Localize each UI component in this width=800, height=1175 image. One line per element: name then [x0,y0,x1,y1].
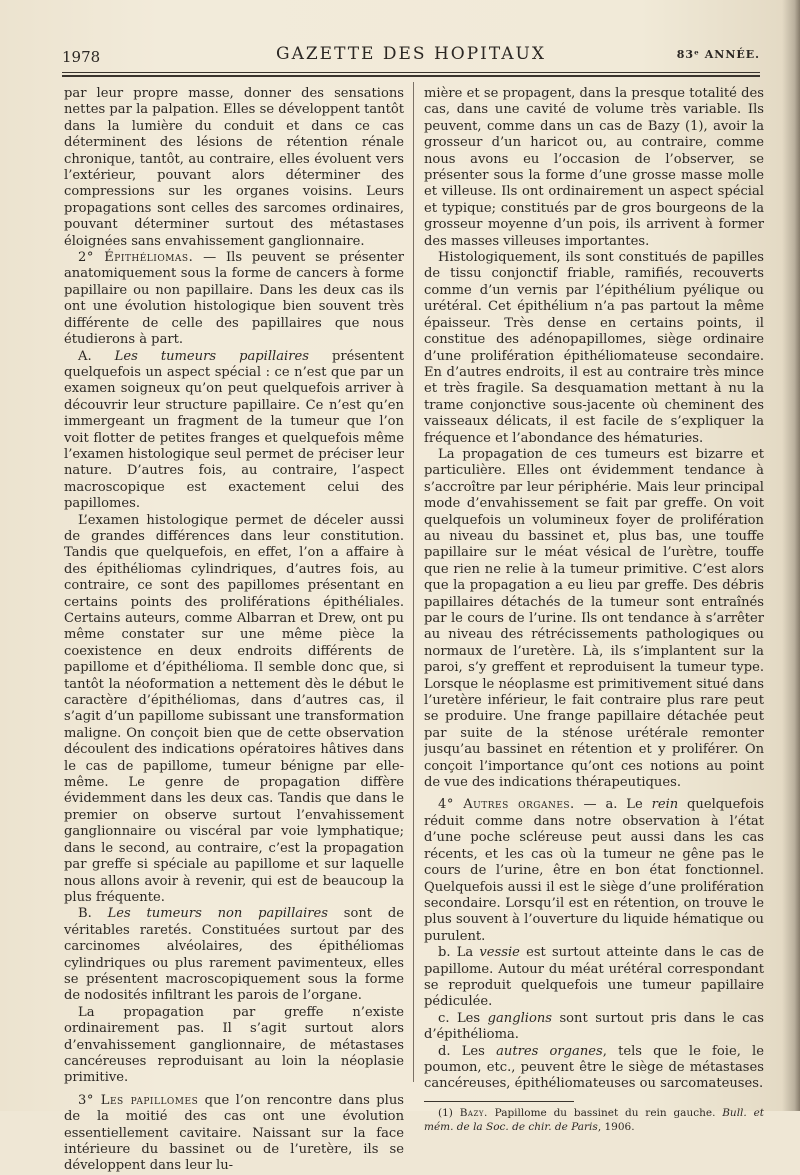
paragraph-text: que l’on rencontre dans plus de la moitié des cas ont une évolution essentiellement cavitaire. Naissant sur la face intérieure du bassinet ou de l’uretère, ils se développent dans leur lu- [64,1092,404,1174]
paragraph [424,1011,764,1044]
paragraph [64,349,404,513]
paragraph-lead: B. [78,906,108,922]
footnote-text: Papillome du bassinet du rein gauche. [487,1106,723,1119]
emphasis: rein [651,797,679,813]
page-edge-shadow [782,0,800,1111]
paragraph: Histologiquement, ils sont constitués de papilles de tissu conjonctif friable, ramifiés, recouverts comme d’un vernis par l’épithélium pyélique ou urétéral. Cet épithélium n’a pas partout la même épaisseur. Très dense en certains points, il constitue des adénopapillomes, siège ordinaire d’une prolifération épithéliomateuse secondaire. En d’autres endroits, il est au contraire très mince et très fragile. Sa desquamation mettant à nu la trame conjonctive sous-jacente où cheminent des vaisseaux délicats, il est facile de s’expliquer la fréquence et l’abondance des hématuries. [424,250,764,446]
column-divider [413,82,414,1082]
emphasis: vessie [479,945,520,961]
paragraph-text: présentent quelquefois un aspect spécial : ce n’est que par un examen soigneux qu’on peut quelquefois arriver à découvrir leur structure papillaire. Ce n’est qu’en immergeant un fragment de la tumeur que l’on voit flotter de petites franges et quelquefois même l’examen histologique seul permet de préciser leur nature. D’autres fois, au contraire, l’aspect macroscopique est exactement celui des papillomes. [64,348,404,512]
emphasis: Les tumeurs papillaires [114,348,309,364]
paragraph-lead: c. Les [438,1010,488,1026]
paragraph-text: quelquefois réduit comme dans notre observation à l’état d’une poche scléreuse peut aussi dans les cas récents, et les cas où la tumeur ne gêne pas le cours de l’urine, être en bon état fonctionnel. Quelquefois aussi il est le siège d’une prolifération secondaire. Lorsqu’il est en rétention, on trouve le plus souvent à l’ouverture du liquide hématique ou purulent. [424,797,764,944]
paragraph [64,250,404,348]
page-number: 1978 [62,48,101,66]
left-column [64,86,404,1175]
emphasis: ganglions [487,1010,552,1026]
emphasis: Les tumeurs non papillaires [107,906,328,922]
paragraph-lead: b. La [438,945,480,961]
paragraph-lead: d. Les [438,1043,497,1059]
paragraph-text: — Ils peuvent se présenter anatomiquement sous la forme de cancers à forme papillaire ou non papillaire. Dans les deux cas ils ont une évolution histologique bien souvent très différente de celle des papillaires que nous étudierons à part. [64,250,404,348]
paragraph [424,797,764,945]
paragraph-text: sont surtout pris dans le cas d’épithélioma. [424,1010,764,1043]
footnote-journal: Bull. et mém. de la Soc. de chir. de Paris [424,1106,764,1133]
paragraph-text: , tels que le foie, le poumon, etc., peuvent être le siège de métastases cancéreuses, épithéliomateuses ou sarcomateuses. [424,1043,764,1092]
paragraph [64,906,404,1004]
paragraph [424,945,764,1011]
footnote-marker: (1) [438,1106,460,1119]
header-rule-thick [62,75,760,77]
publication-year: 83ᵉ ANNÉE. [676,48,760,61]
paragraph-lead: A. [78,348,115,364]
paragraph: par leur propre masse, donner des sensations nettes par la palpation. Elles se développent tantôt dans la lumière du conduit et dans ce cas déterminent des lésions de rétention rénale chronique, tantôt, au contraire, elles évoluent vers l’extérieur, pouvant alors déterminer des compressions sur les organes voisins. Leurs propagations sont celles des sarcomes ordinaires, pouvant déterminer surtout des métastases éloignées sans envahissement ganglionnaire. [64,86,404,249]
publication-title: GAZETTE DES HOPITAUX [275,44,546,64]
footnote [424,1106,764,1134]
paragraph [424,1044,764,1093]
footnote-text: , 1906. [597,1120,635,1133]
paragraph-text: est surtout atteinte dans le cas de papillome. Autour du méat urétéral correspondant se reproduit quelquefois une tumeur papillaire pédiculée. [424,945,764,1010]
header-rule-thin [62,72,760,73]
page-header [62,44,760,70]
right-column [424,86,764,1134]
emphasis: autres organes [496,1043,603,1059]
paragraph-text: sont de véritables raretés. Constituées surtout par des carcinomes alvéolaires, des épithéliomas cylindriques ou plus rarement pavimenteux, elles se présentent macroscopiquement sous la forme de nodosités infiltrant les parois de l’organe. [64,906,404,1004]
footnote-author: Bazy. [459,1106,488,1119]
paragraph: La propagation de ces tumeurs est bizarre et particulière. Elles ont évidemment tendance à s’accroître par leur périphérie. Mais leur principal mode d’envahissement se fait par greffe. On voit quelquefois un volumineux foyer de prolifération au niveau du bassinet et, plus bas, une touffe papillaire sur le méat vésical de l’urètre, touffe que rien ne relie à la tumeur primitive. C’est alors que la propagation a eu lieu par greffe. Des débris papillaires détachés de la tumeur sont entraînés par le cours de l’urine. Ils ont tendance à s’arrêter au niveau des rétrécissements pathologiques ou normaux de l’uretère. Là, ils s’implantent sur la paroi, s’y greffent et reproduisent la tumeur type. Lorsque le néoplasme est primitivement situé dans l’uretère inférieur, le fait contraire plus rare peut se produire. Une frange papillaire détachée peut par suite de la sténose urétérale remonter jusqu’au bassinet en rétention et y proliférer. On conçoit l’importance qu’ont ces notions au point de vue des indications thérapeutiques. [424,446,764,791]
footnote-rule [424,1101,574,1102]
paragraph: mière et se propagent, dans la presque totalité des cas, dans une cavité de volume très variable. Ils peuvent, comme dans un cas de Bazy (1), avoir la grosseur d’un haricot ou, au contraire, comme nous avons eu l’occasion de l’observer, se présenter sous la forme d’une grosse masse molle et villeuse. Ils ont ordinairement un aspect spécial et typique; constitués par de gros bourgeons de la grosseur moyenne d’un pois, ils arrivent à former des masses villeuses importantes. [424,86,764,249]
paragraph: La propagation par greffe n’existe ordinairement pas. Il s’agit surtout alors d’envahissement ganglionnaire, de métastases cancéreuses reproduisant au loin la néoplasie primitive. [64,1004,404,1086]
paragraph-text: — a. Le [574,797,652,813]
paragraph [64,1093,404,1175]
section-heading: 2° Épithéliomas. [78,250,194,266]
paragraph: L’examen histologique permet de déceler aussi de grandes différences dans leur constitution. Tandis que quelquefois, en effet, l’on a affaire à des épithéliomas cylindriques, d’autres fois, au contraire, ce sont des papillomes présentant en certains points des proliférations épithéliales. Certains auteurs, comme Albarran et Drew, ont pu même constater sur une même pièce la coexistence en deux endroits différents de papillome et d’épithélioma. Il semble donc que, si tantôt la néoformation a nettement dès le début le caractère d’épithéliomas, dans d’autres cas, il s’agit d’un papillome subissant une transformation maligne. On conçoit bien que de cette observation découlent des indications opératoires hâtives dans le cas de papillome, tumeur bénigne par elle-même. Le genre de propagation diffère évidemment dans les deux cas. Tandis que dans le premier on observe surtout l’envahissement ganglionnaire ou viscéral par voie lymphatique; dans le second, au contraire, c’est la propagation par greffe si spéciale au papillome et sur laquelle nous allons avoir à revenir, qui est de beaucoup la plus fréquente. [64,512,404,905]
section-heading: 4° Autres organes. [438,797,575,813]
section-heading: 3° Les papillomes [78,1092,199,1108]
